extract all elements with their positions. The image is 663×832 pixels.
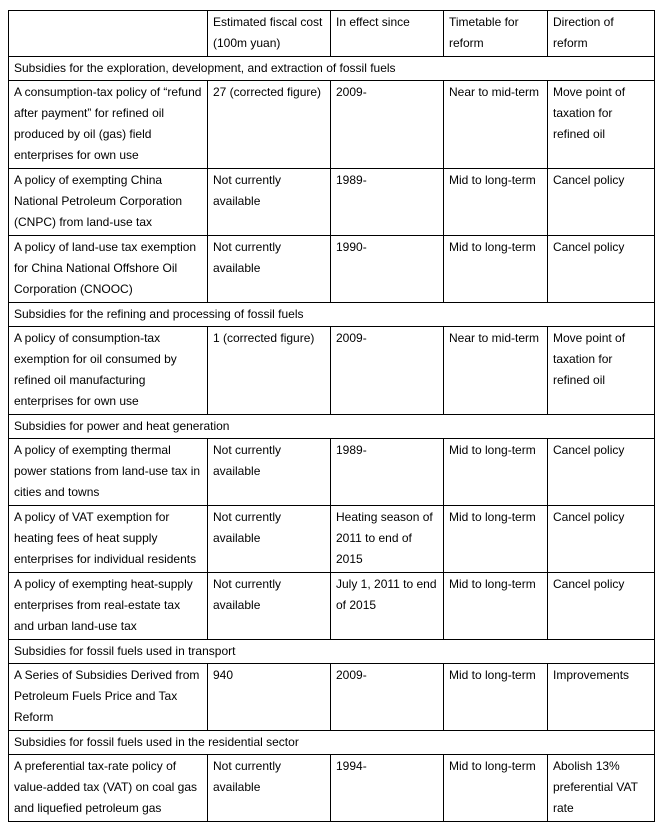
column-header-policy xyxy=(9,11,208,57)
cell-timetable: Mid to long-term xyxy=(444,573,548,640)
section-header-row xyxy=(9,415,655,439)
table-row xyxy=(9,755,655,822)
section-header-row xyxy=(9,731,655,755)
cell-since: 2009- xyxy=(331,327,444,415)
cell-cost: 1 (corrected figure) xyxy=(208,327,331,415)
cell-cost: Not currently available xyxy=(208,169,331,236)
table-row xyxy=(9,506,655,573)
cell-timetable: Mid to long-term xyxy=(444,236,548,303)
cell-policy: A Series of Subsidies Derived from Petroleum Fuels Price and Tax Reform xyxy=(9,664,208,731)
table-header-row xyxy=(9,11,655,57)
cell-cost: Not currently available xyxy=(208,236,331,303)
section-title: Subsidies for fossil fuels used in the residential sector xyxy=(9,731,655,755)
cell-direction: Move point of taxation for refined oil xyxy=(548,327,655,415)
cell-policy: A policy of VAT exemption for heating fees of heat supply enterprises for individual residents xyxy=(9,506,208,573)
cell-policy: A policy of exempting heat-supply enterprises from real-estate tax and urban land-use tax xyxy=(9,573,208,640)
cell-direction: Cancel policy xyxy=(548,506,655,573)
cell-cost: Not currently available xyxy=(208,573,331,640)
column-header-direction-of-reform: Direction of reform xyxy=(548,11,655,57)
fossil-fuel-subsidies-table xyxy=(8,10,655,822)
cell-direction: Improvements xyxy=(548,664,655,731)
table-row xyxy=(9,664,655,731)
cell-timetable: Mid to long-term xyxy=(444,169,548,236)
section-title: Subsidies for the exploration, development, and extraction of fossil fuels xyxy=(9,57,655,81)
cell-timetable: Mid to long-term xyxy=(444,439,548,506)
cell-since: 1994- xyxy=(331,755,444,822)
cell-timetable: Mid to long-term xyxy=(444,664,548,731)
section-title: Subsidies for fossil fuels used in transport xyxy=(9,640,655,664)
cell-policy: A consumption-tax policy of “refund after payment” for refined oil produced by oil (gas) field enterprises for own use xyxy=(9,81,208,169)
section-header-row xyxy=(9,303,655,327)
cell-since: 1990- xyxy=(331,236,444,303)
cell-cost: Not currently available xyxy=(208,439,331,506)
cell-direction: Cancel policy xyxy=(548,169,655,236)
cell-timetable: Near to mid-term xyxy=(444,81,548,169)
cell-policy: A preferential tax-rate policy of value-added tax (VAT) on coal gas and liquefied petroleum gas xyxy=(9,755,208,822)
column-header-estimated-fiscal-cost: Estimated fiscal cost (100m yuan) xyxy=(208,11,331,57)
cell-policy: A policy of exempting China National Petroleum Corporation (CNPC) from land-use tax xyxy=(9,169,208,236)
column-header-in-effect-since: In effect since xyxy=(331,11,444,57)
cell-since: 2009- xyxy=(331,664,444,731)
table-row xyxy=(9,236,655,303)
cell-policy: A policy of exempting thermal power stations from land-use tax in cities and towns xyxy=(9,439,208,506)
cell-timetable: Mid to long-term xyxy=(444,506,548,573)
cell-since: July 1, 2011 to end of 2015 xyxy=(331,573,444,640)
cell-since: Heating season of 2011 to end of 2015 xyxy=(331,506,444,573)
table-row xyxy=(9,81,655,169)
cell-cost: Not currently available xyxy=(208,755,331,822)
table-row xyxy=(9,327,655,415)
section-title: Subsidies for the refining and processing of fossil fuels xyxy=(9,303,655,327)
cell-since: 1989- xyxy=(331,439,444,506)
table-row xyxy=(9,439,655,506)
cell-since: 2009- xyxy=(331,81,444,169)
cell-since: 1989- xyxy=(331,169,444,236)
section-header-row xyxy=(9,640,655,664)
cell-direction: Move point of taxation for refined oil xyxy=(548,81,655,169)
column-header-timetable-for-reform: Timetable for reform xyxy=(444,11,548,57)
cell-direction: Abolish 13% preferential VAT rate xyxy=(548,755,655,822)
cell-timetable: Mid to long-term xyxy=(444,755,548,822)
cell-policy: A policy of consumption-tax exemption for oil consumed by refined oil manufacturing enterprises for own use xyxy=(9,327,208,415)
cell-timetable: Near to mid-term xyxy=(444,327,548,415)
table-row xyxy=(9,169,655,236)
table-body xyxy=(9,57,655,822)
cell-direction: Cancel policy xyxy=(548,439,655,506)
cell-direction: Cancel policy xyxy=(548,236,655,303)
cell-cost: Not currently available xyxy=(208,506,331,573)
cell-policy: A policy of land-use tax exemption for China National Offshore Oil Corporation (CNOOC) xyxy=(9,236,208,303)
section-title: Subsidies for power and heat generation xyxy=(9,415,655,439)
table-row xyxy=(9,573,655,640)
cell-direction: Cancel policy xyxy=(548,573,655,640)
cell-cost: 940 xyxy=(208,664,331,731)
section-header-row xyxy=(9,57,655,81)
cell-cost: 27 (corrected figure) xyxy=(208,81,331,169)
